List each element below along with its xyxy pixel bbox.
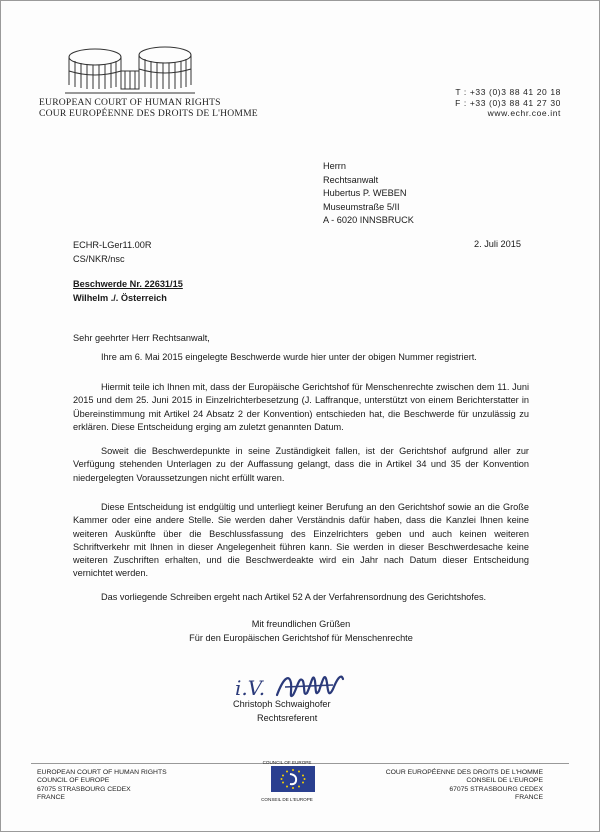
reference-initials: CS/NKR/nsc [73,253,125,264]
paragraph-finality-text: Diese Entscheidung ist endgültig und unterliegt keiner Berufung an den Gerichtshof sowie an die Große Kammer oder eine andere Stelle. Sie werden daher Verständnis dafür haben, dass die Kanzlei Ihnen keine weiteren Auskünfte über die Beschlussfassung des Einzelrichters geben und auch keinen weiteren Schriftverkehr mit Ihnen in dieser Angelegenheit führen kann. Sie werden in dieser Beschwerdesache keine weiteren Zuschriften erhalten, und die Beschwerdeakte wird ein Jahr nach Datum dieser Entscheidung vernichtet werden. [73,502,529,579]
footer-fr-line-4: FRANCE [515,794,543,802]
recipient-salutation: Herrn [323,161,346,171]
paragraph-registration-text: Ihre am 6. Mai 2015 eingelegte Beschwerde wurde hier unter der obigen Nummer registriert. [101,352,477,362]
echr-building-logo [65,41,195,97]
signer-name: Christoph Schwaighofer [233,699,331,709]
footer-en-line-2: COUNCIL OF EUROPE [37,777,110,785]
letter-date: 2. Juli 2015 [474,239,521,249]
contact-block [455,87,561,119]
fax-number: F : +33 (0)3 88 41 27 30 [455,97,561,108]
subject-block [73,278,183,305]
signer-title: Rechtsreferent [257,713,318,723]
recipient-name: Hubertus P. WEBEN [323,188,407,199]
footer-fr-line-1: COUR EUROPÉENNE DES DROITS DE L'HOMME [385,769,543,776]
paragraph-finality [73,501,529,581]
paragraph-reasons-text: Soweit die Beschwerdepunkte in seine Zuständigkeit fallen, ist der Gerichtshof aufgrund aller zur Verfügung stehenden Unterlagen zu der Auffassung gelangt, dass die in Artikel 34 und 35 der Konvention niedergelegten Voraussetzungen nicht erfüllt waren. [73,446,529,483]
reference-code: ECHR-LGer11.00R [73,240,152,250]
closing-on-behalf: Für den Europäischen Gerichtshof für Menschenrechte [189,633,413,643]
paragraph-rule: Das vorliegende Schreiben ergeht nach Artikel 52 A der Verfahrensordnung des Gerichtshofes. [101,592,487,602]
paragraph-decision [73,381,529,434]
paragraph-reasons [73,445,529,485]
footer-en-line-1: EUROPEAN COURT OF HUMAN RIGHTS [37,769,167,776]
recipient-address [323,160,414,228]
court-name-en: EUROPEAN COURT OF HUMAN RIGHTS [39,97,221,108]
recipient-city: A - 6020 INNSBRUCK [323,215,414,226]
footer-en-line-4: FRANCE [37,794,65,802]
signature-iv: i.V. [235,676,266,700]
coe-label-fr: CONSEIL DE L'EUROPE [261,797,313,802]
footer-en-line-3: 67075 STRASBOURG CEDEX [37,785,131,793]
recipient-profession: Rechtsanwalt [323,174,379,185]
reference-block [73,239,151,266]
coe-label-en: COUNCIL OF EUROPE [262,760,312,765]
salutation: Sehr geehrter Herr Rechtsanwalt, [73,333,210,343]
footer-fr-line-2: CONSEIL DE L'EUROPE [466,777,543,785]
recipient-street: Museumstraße 5/II [323,201,400,212]
case-parties: Wilhelm ./. Österreich [73,292,167,303]
paragraph-decision-text: Hiermit teile ich Ihnen mit, dass der Europäische Gerichtshof für Menschenrechte zwischen dem 11. Juni 2015 und dem 25. Juni 2015 in Einzelrichterbesetzung (J. Laffranque, unterstützt von einem Berichterstatter in Übereinstimmung mit Artikel 24 Absatz 2 der Konvention) entschieden hat, die Beschwerde für unzulässig zu erklären. Diese Entscheidung erging am zuletzt genannten Datum. [73,382,529,432]
website: www.echr.coe.int [487,108,561,118]
closing-greeting: Mit freundlichen Grüßen [251,619,351,629]
footer-fr-line-3: 67075 STRASBOURG CEDEX [449,785,543,793]
footer-address-en [37,769,167,803]
footer-address-fr [386,769,543,803]
application-number: Beschwerde Nr. 22631/15 [73,279,183,289]
paragraph-registration [73,351,529,364]
court-name-fr: COUR EUROPÉENNE DES DROITS DE L'HOMME [39,108,258,119]
phone-number: T : +33 (0)3 88 41 20 18 [455,87,561,97]
